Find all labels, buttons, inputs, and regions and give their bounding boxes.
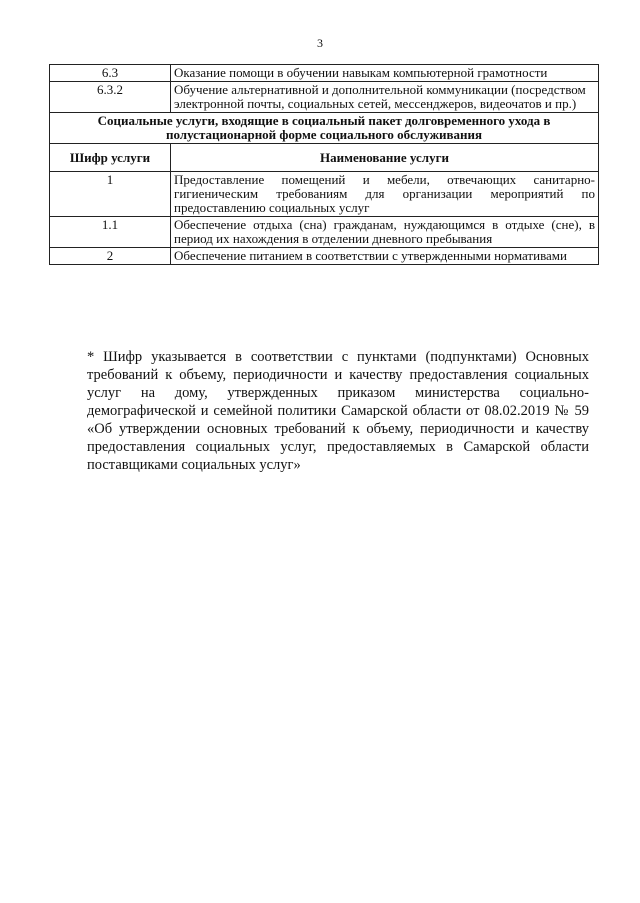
table-row [50,65,599,82]
header-row [50,144,599,172]
services-table [49,64,599,265]
page-number: 3 [317,36,323,50]
service-name: Обеспечение отдыха (сна) гражданам, нуждающимся в отдыхе (сне), в период их нахождения в отделении дневного пребывания [171,217,599,248]
table-row [50,82,599,113]
service-name: Обучение альтернативной и дополнительной коммуникации (посредством электронной почты, социальных сетей, мессенджеров, видеочатов и пр.) [171,82,599,113]
footnote: * Шифр указывается в соответствии с пунктами (подпунктами) Основных требований к объему, периодичности и качеству предоставления социальных услуг на дому, утвержденных приказом министерства социально-демографической и семейной политики Самарской области от 08.02.2019 № 59 «Об утверждении основных требований к объему, периодичности и качеству предоставления социальных услуг, предоставляемых в Самарской области поставщиками социальных услуг» [87,349,589,473]
service-name: Предоставление помещений и мебели, отвечающих санитарно-гигиеническим требованиям для организации мероприятий по предоставлению социальных услуг [171,172,599,217]
section-row [50,113,599,144]
table-row [50,217,599,248]
service-code: 1 [50,172,171,217]
header-code: Шифр услуги [50,144,171,172]
header-name: Наименование услуги [171,144,599,172]
table-row [50,248,599,265]
section-title: Социальные услуги, входящие в социальный пакет долговременного ухода в полустационарной форме социального обслуживания [50,113,599,144]
service-name: Оказание помощи в обучении навыкам компьютерной грамотности [171,65,599,82]
service-code: 2 [50,248,171,265]
service-name: Обеспечение питанием в соответствии с утвержденными нормативами [171,248,599,265]
service-code: 1.1 [50,217,171,248]
table-row [50,172,599,217]
service-code: 6.3 [50,65,171,82]
service-code: 6.3.2 [50,82,171,113]
